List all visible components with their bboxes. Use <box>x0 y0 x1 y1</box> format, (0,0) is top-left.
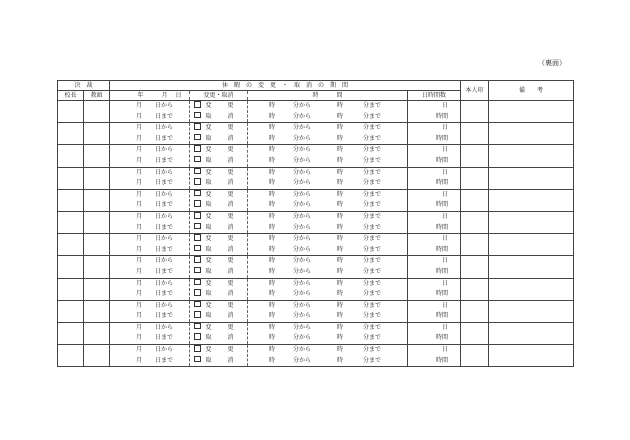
cancel-checkbox[interactable] <box>194 200 201 207</box>
form-row <box>58 300 574 322</box>
vice-principal-seal-cell[interactable] <box>84 101 110 123</box>
change-cancel-cell: 変 更 取 消 <box>190 278 248 300</box>
date-cell[interactable]: 月 日から 月 日まで <box>110 211 190 233</box>
cancel-checkbox[interactable] <box>194 311 201 318</box>
change-checkbox[interactable] <box>194 190 201 197</box>
cancel-checkbox[interactable] <box>194 156 201 163</box>
change-checkbox[interactable] <box>194 123 201 130</box>
cancel-checkbox[interactable] <box>194 356 201 363</box>
personal-seal-cell[interactable] <box>461 256 489 278</box>
time-cell[interactable]: 時 分から 時 分まで 時 分から 時 分まで <box>248 278 408 300</box>
form-row <box>58 145 574 167</box>
vice-principal-seal-cell[interactable] <box>84 322 110 344</box>
form-row <box>58 278 574 300</box>
date-cell[interactable]: 月 日から 月 日まで <box>110 101 190 123</box>
day-hour-count-cell[interactable]: 日 時間 <box>408 167 461 189</box>
principal-seal-cell[interactable] <box>58 256 84 278</box>
principal-seal-cell[interactable] <box>58 145 84 167</box>
remarks-cell[interactable] <box>489 211 574 233</box>
principal-seal-cell[interactable] <box>58 345 84 367</box>
change-checkbox[interactable] <box>194 101 201 108</box>
day-hour-count-cell[interactable]: 日 時間 <box>408 211 461 233</box>
time-cell[interactable]: 時 分から 時 分まで 時 分から 時 分まで <box>248 123 408 145</box>
change-checkbox[interactable] <box>194 345 201 352</box>
time-cell[interactable]: 時 分から 時 分まで 時 分から 時 分まで <box>248 234 408 256</box>
change-checkbox[interactable] <box>194 168 201 175</box>
personal-seal-cell[interactable] <box>461 300 489 322</box>
vice-principal-seal-cell[interactable] <box>84 278 110 300</box>
remarks-cell[interactable] <box>489 300 574 322</box>
time-cell[interactable]: 時 分から 時 分まで 時 分から 時 分まで <box>248 167 408 189</box>
vice-principal-seal-cell[interactable] <box>84 234 110 256</box>
principal-seal-cell[interactable] <box>58 234 84 256</box>
personal-seal-cell[interactable] <box>461 123 489 145</box>
principal-seal-cell[interactable] <box>58 300 84 322</box>
remarks-cell[interactable] <box>489 234 574 256</box>
personal-seal-cell[interactable] <box>461 211 489 233</box>
vice-principal-seal-cell[interactable] <box>84 167 110 189</box>
form-row <box>58 189 574 211</box>
vice-principal-seal-cell[interactable] <box>84 189 110 211</box>
day-hour-count-cell[interactable]: 日 時間 <box>408 278 461 300</box>
time-cell[interactable]: 時 分から 時 分まで 時 分から 時 分まで <box>248 345 408 367</box>
vice-principal-seal-cell[interactable] <box>84 145 110 167</box>
time-cell[interactable]: 時 分から 時 分まで 時 分から 時 分まで <box>248 211 408 233</box>
change-checkbox[interactable] <box>194 145 201 152</box>
period-title: 休 暇 の 変 更 ・ 取 消 の 期 間 <box>110 81 461 91</box>
day-hour-count-cell[interactable]: 日 時間 <box>408 256 461 278</box>
cancel-checkbox[interactable] <box>194 289 201 296</box>
approval-header: 決 裁 <box>58 81 110 91</box>
change-cancel-cell: 変 更 取 消 <box>190 101 248 123</box>
personal-seal-cell[interactable] <box>461 345 489 367</box>
form-row <box>58 234 574 256</box>
personal-seal-cell[interactable] <box>461 101 489 123</box>
date-cell[interactable]: 月 日から 月 日まで <box>110 256 190 278</box>
vice-principal-seal-cell[interactable] <box>84 123 110 145</box>
principal-seal-cell[interactable] <box>58 322 84 344</box>
change-cancel-header: 変更・取消 <box>190 91 248 101</box>
date-cell[interactable]: 月 日から 月 日まで <box>110 345 190 367</box>
remarks-cell[interactable] <box>489 278 574 300</box>
day-hour-count-cell[interactable]: 日 時間 <box>408 189 461 211</box>
change-cancel-cell: 変 更 取 消 <box>190 123 248 145</box>
remarks-header: 備 考 <box>489 81 574 101</box>
form-row <box>58 322 574 344</box>
day-hour-count-cell[interactable]: 日 時間 <box>408 234 461 256</box>
remarks-cell[interactable] <box>489 345 574 367</box>
change-cancel-cell: 変 更 取 消 <box>190 300 248 322</box>
form-row <box>58 256 574 278</box>
form-row <box>58 211 574 233</box>
personal-seal-cell[interactable] <box>461 145 489 167</box>
personal-seal-header: 本人印 <box>461 81 489 101</box>
time-cell[interactable]: 時 分から 時 分まで 時 分から 時 分まで <box>248 101 408 123</box>
cancel-checkbox[interactable] <box>194 134 201 141</box>
day-hour-count-cell[interactable]: 日 時間 <box>408 300 461 322</box>
day-hour-count-cell[interactable]: 日 時間 <box>408 145 461 167</box>
date-cell[interactable]: 月 日から 月 日まで <box>110 167 190 189</box>
vice-principal-seal-cell[interactable] <box>84 211 110 233</box>
change-cancel-cell: 変 更 取 消 <box>190 167 248 189</box>
cancel-checkbox[interactable] <box>194 245 201 252</box>
personal-seal-cell[interactable] <box>461 189 489 211</box>
day-hour-count-cell[interactable]: 日 時間 <box>408 101 461 123</box>
form-row <box>58 345 574 367</box>
change-checkbox[interactable] <box>194 323 201 330</box>
change-checkbox[interactable] <box>194 234 201 241</box>
cancel-checkbox[interactable] <box>194 112 201 119</box>
change-cancel-cell: 変 更 取 消 <box>190 211 248 233</box>
change-checkbox[interactable] <box>194 301 201 308</box>
form-row <box>58 123 574 145</box>
cancel-checkbox[interactable] <box>194 223 201 230</box>
vice-principal-seal-cell[interactable] <box>84 256 110 278</box>
change-cancel-cell: 変 更 取 消 <box>190 256 248 278</box>
cancel-checkbox[interactable] <box>194 333 201 340</box>
principal-seal-cell[interactable] <box>58 278 84 300</box>
leave-change-form <box>57 80 574 367</box>
date-cell[interactable]: 月 日から 月 日まで <box>110 145 190 167</box>
cancel-checkbox[interactable] <box>194 267 201 274</box>
date-header: 年 月 日 <box>110 91 190 101</box>
date-cell[interactable]: 月 日から 月 日まで <box>110 300 190 322</box>
vice-principal-seal-cell[interactable] <box>84 300 110 322</box>
day-hour-count-cell[interactable]: 日 時間 <box>408 345 461 367</box>
page-side-label: （裏面） <box>538 59 566 67</box>
date-cell[interactable]: 月 日から 月 日まで <box>110 189 190 211</box>
vice-principal-header: 教頭 <box>84 91 110 101</box>
change-cancel-cell: 変 更 取 消 <box>190 322 248 344</box>
time-cell[interactable]: 時 分から 時 分まで 時 分から 時 分まで <box>248 145 408 167</box>
cancel-checkbox[interactable] <box>194 178 201 185</box>
time-header: 時 間 <box>248 91 408 101</box>
principal-seal-cell[interactable] <box>58 189 84 211</box>
time-cell[interactable]: 時 分から 時 分まで 時 分から 時 分まで <box>248 300 408 322</box>
vice-principal-seal-cell[interactable] <box>84 345 110 367</box>
principal-seal-cell[interactable] <box>58 211 84 233</box>
change-checkbox[interactable] <box>194 279 201 286</box>
change-cancel-cell: 変 更 取 消 <box>190 345 248 367</box>
remarks-cell[interactable] <box>489 322 574 344</box>
personal-seal-cell[interactable] <box>461 322 489 344</box>
day-hour-count-header: 日時間数 <box>408 91 461 101</box>
change-checkbox[interactable] <box>194 212 201 219</box>
remarks-cell[interactable] <box>489 167 574 189</box>
principal-seal-cell[interactable] <box>58 123 84 145</box>
form-row <box>58 101 574 123</box>
change-cancel-cell: 変 更 取 消 <box>190 234 248 256</box>
time-cell[interactable]: 時 分から 時 分まで 時 分から 時 分まで <box>248 189 408 211</box>
form-row <box>58 167 574 189</box>
remarks-cell[interactable] <box>489 256 574 278</box>
remarks-cell[interactable] <box>489 145 574 167</box>
remarks-cell[interactable] <box>489 101 574 123</box>
date-cell[interactable]: 月 日から 月 日まで <box>110 322 190 344</box>
principal-header: 校長 <box>58 91 84 101</box>
personal-seal-cell[interactable] <box>461 167 489 189</box>
personal-seal-cell[interactable] <box>461 234 489 256</box>
date-cell[interactable]: 月 日から 月 日まで <box>110 234 190 256</box>
personal-seal-cell[interactable] <box>461 278 489 300</box>
change-cancel-cell: 変 更 取 消 <box>190 189 248 211</box>
principal-seal-cell[interactable] <box>58 101 84 123</box>
day-hour-count-cell[interactable]: 日 時間 <box>408 322 461 344</box>
time-cell[interactable]: 時 分から 時 分まで 時 分から 時 分まで <box>248 256 408 278</box>
time-cell[interactable]: 時 分から 時 分まで 時 分から 時 分まで <box>248 322 408 344</box>
change-cancel-cell: 変 更 取 消 <box>190 145 248 167</box>
day-hour-count-cell[interactable]: 日 時間 <box>408 123 461 145</box>
remarks-cell[interactable] <box>489 189 574 211</box>
remarks-cell[interactable] <box>489 123 574 145</box>
date-cell[interactable]: 月 日から 月 日まで <box>110 278 190 300</box>
date-cell[interactable]: 月 日から 月 日まで <box>110 123 190 145</box>
change-checkbox[interactable] <box>194 256 201 263</box>
principal-seal-cell[interactable] <box>58 167 84 189</box>
